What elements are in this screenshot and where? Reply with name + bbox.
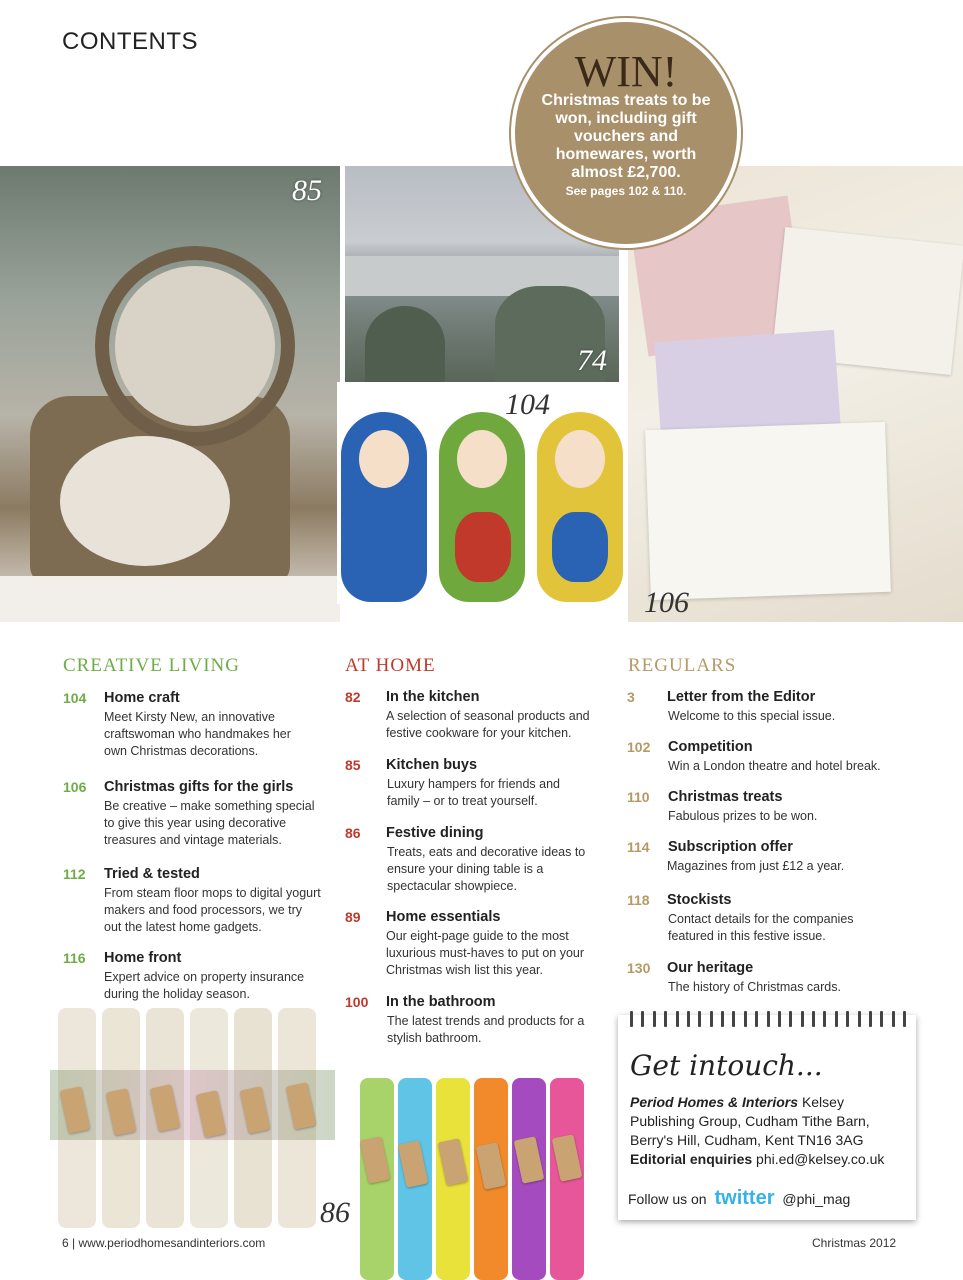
entry-page-number: 89: [345, 909, 361, 925]
editorial-enquiries-label: Editorial enquiries: [630, 1151, 753, 1167]
entry-description: From steam floor mops to digital yogurt makers and food processors, we try out the latest home gadgets.: [104, 886, 321, 934]
footer-left: 6 | www.periodhomesandinteriors.com: [62, 1236, 266, 1250]
entry-page-number: 102: [627, 739, 651, 755]
entry-title: Kitchen buys: [386, 757, 478, 773]
entry-title: Letter from the Editor: [667, 689, 816, 705]
hamper-photo: [0, 166, 340, 622]
follow-us: [628, 1187, 850, 1210]
get-in-touch-heading: Get intouch...: [630, 1049, 823, 1082]
entry-page-number: 116: [63, 950, 86, 966]
entry-title: Our heritage: [667, 960, 754, 976]
entry-description: Contact details for the companies featured in this festive issue.: [668, 912, 854, 943]
entry-page-number: 104: [63, 690, 87, 706]
page-title: CONTENTS: [62, 28, 198, 55]
entry-description: Expert advice on property insurance during the holiday season.: [104, 970, 305, 1001]
entry-page-number: 106: [63, 779, 87, 795]
entry-title: Christmas gifts for the girls: [104, 779, 294, 795]
entry-description: Magazines from just £12 a year.: [667, 859, 845, 873]
entry-title: In the bathroom: [386, 994, 496, 1010]
entry-page-number: 112: [63, 866, 86, 882]
entry-title: Tried & tested: [104, 866, 200, 882]
entry-description: The latest trends and products for a stylish bathroom.: [387, 1014, 585, 1045]
entry-page-number: 100: [345, 994, 369, 1010]
entry-description: The history of Christmas cards.: [668, 980, 841, 994]
garden-page-number: 74: [577, 344, 607, 377]
coloured-crackers-photo: [356, 1078, 586, 1280]
entry-title: Festive dining: [386, 825, 484, 841]
entry-title: Competition: [668, 739, 753, 755]
dolls-page-number: 104: [505, 388, 550, 421]
dolls-photo: [337, 382, 627, 604]
twitter-logo-icon: twitter: [714, 1187, 775, 1209]
entry-page-number: 82: [345, 689, 361, 705]
entry-description: Our eight-page guide to the most luxurious must-haves to put on your Christmas wish list this year.: [386, 929, 585, 977]
at-home-heading: AT HOME: [345, 655, 436, 676]
contact-address: [630, 1093, 912, 1169]
entry-description: Fabulous prizes to be won.: [668, 809, 818, 823]
hankies-page-number: 106: [644, 586, 689, 619]
hamper-page-number: 85: [292, 174, 322, 207]
entry-title: Home craft: [104, 690, 180, 706]
badge-text: Christmas treats to be won, including gift vouchers and homewares, worth almost £2,700.: [541, 92, 711, 181]
entry-page-number: 85: [345, 757, 361, 773]
footer-url[interactable]: www.periodhomesandinteriors.com: [78, 1236, 266, 1250]
badge-win-text: WIN!: [574, 47, 678, 96]
entry-title: Christmas treats: [668, 789, 783, 805]
editorial-email[interactable]: phi.ed@kelsey.co.uk: [756, 1151, 885, 1167]
entry-title: Subscription offer: [668, 839, 793, 855]
entry-page-number: 118: [627, 892, 650, 908]
crackers-page-number: 86: [320, 1196, 350, 1229]
entry-title: Home front: [104, 950, 182, 966]
twitter-handle[interactable]: @phi_mag: [782, 1191, 851, 1207]
white-crackers-photo: [50, 1008, 335, 1230]
entry-description: Meet Kirsty New, an innovative craftswoman who handmakes her own Christmas decorations.: [104, 710, 291, 758]
entry-description: A selection of seasonal products and festive cookware for your kitchen.: [386, 709, 590, 740]
entry-page-number: 110: [627, 789, 650, 805]
entry-title: In the kitchen: [386, 689, 480, 705]
entry-title: Home essentials: [386, 909, 501, 925]
badge-see-pages: See pages 102 & 110.: [565, 184, 687, 198]
hankies-photo: [628, 166, 963, 622]
entry-description: Luxury hampers for friends and family – or to treat yourself.: [387, 777, 561, 808]
entry-description: Be creative – make something special to give this year using decorative treasures and vintage materials.: [104, 799, 315, 847]
win-badge: [515, 22, 737, 244]
entry-page-number: 130: [627, 960, 651, 976]
regulars-heading: REGULARS: [628, 655, 737, 676]
follow-label: Follow us on: [628, 1191, 707, 1207]
footer-issue: Christmas 2012: [812, 1236, 897, 1250]
entry-title: Stockists: [667, 892, 732, 908]
notepad-binding: [630, 1011, 906, 1027]
publisher-address: Kelsey Publishing Group, Cudham Tithe Barn, Berry's Hill, Cudham, Kent TN16 3AG: [630, 1094, 870, 1148]
magazine-name: Period Homes & Interiors: [630, 1094, 799, 1110]
entry-description: Welcome to this special issue.: [668, 709, 836, 723]
footer-page-number: 6: [62, 1236, 69, 1250]
entry-page-number: 3: [627, 689, 635, 705]
entry-description: Treats, eats and decorative ideas to ensure your dining table is a spectacular showpiece.: [387, 845, 586, 893]
creative-living-heading: CREATIVE LIVING: [63, 655, 241, 676]
entry-page-number: 114: [627, 839, 650, 855]
entry-description: Win a London theatre and hotel break.: [668, 759, 881, 773]
contact-notepad: [618, 1015, 916, 1220]
entry-page-number: 86: [345, 825, 361, 841]
